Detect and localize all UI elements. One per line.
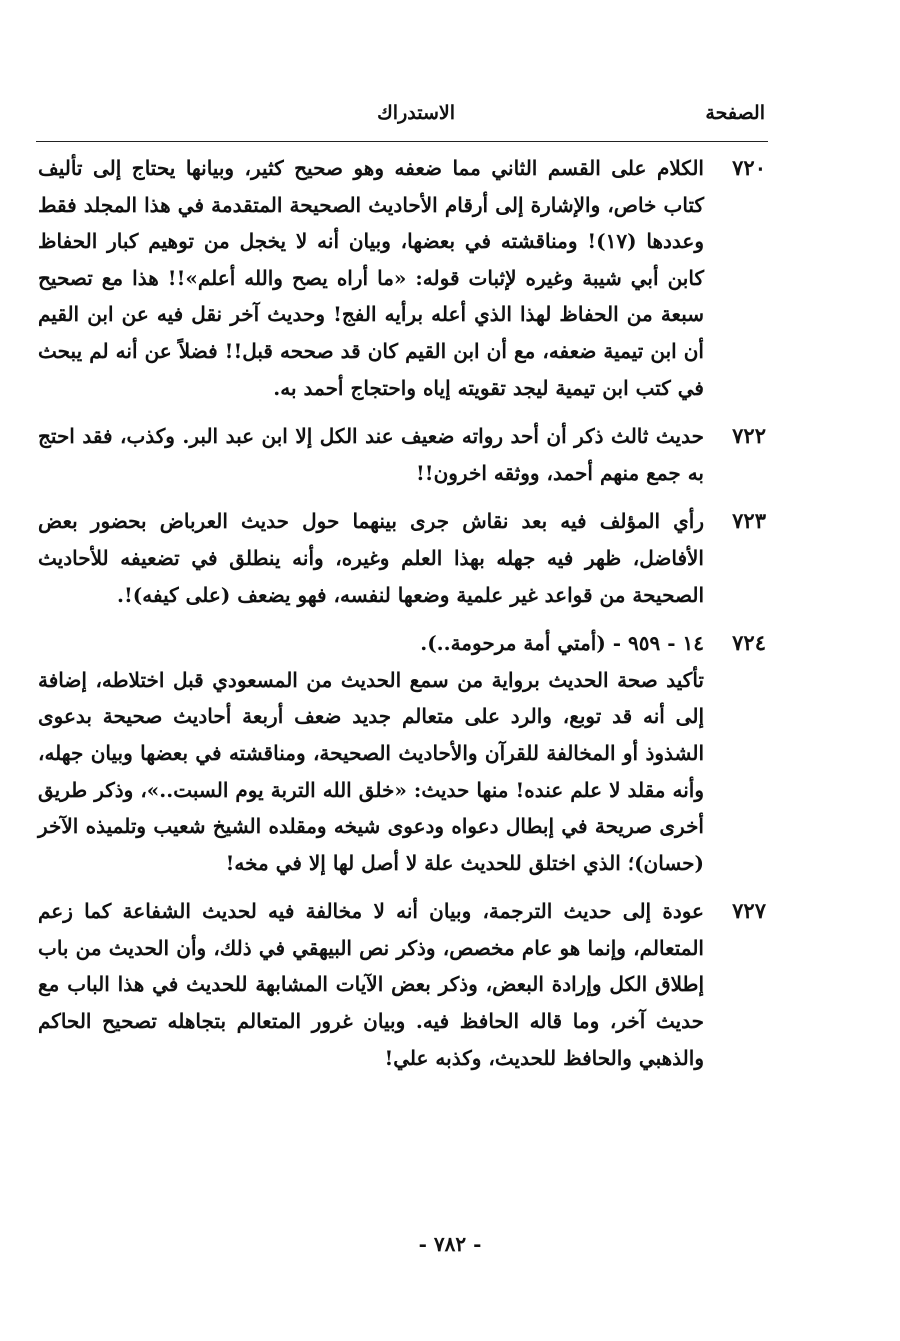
entry-page-number: ٧٢٧ — [732, 898, 766, 924]
entry-page-number: ٧٢٣ — [732, 508, 766, 534]
index-entry — [38, 150, 766, 406]
entry-text — [38, 418, 704, 491]
entry-text — [38, 893, 704, 1076]
page-column-label: الصفحة — [705, 102, 765, 124]
index-entry — [38, 418, 766, 491]
header-rule — [36, 141, 768, 142]
entry-paragraph: حديث ثالث ذكر أن أحد رواته ضعيف عند الكل إلا ابن عبد البر. وكذب، فقد احتج به جمع منهم أحمد، ووثقه اخرون!! — [38, 424, 704, 485]
entry-paragraph: عودة إلى حديث الترجمة، وبيان أنه لا مخالفة فيه لحديث الشفاعة كما زعم المتعالم، وإنما هو عام مخصص، وذكر نص البيهقي في ذلك، وأن الحديث من باب إطلاق الكل وإرادة البعض، وذكر بعض الآيات المشابهة للحديث في هذا الباب مع حديث آخر، وما قاله الحافظ فيه. وبيان غرور المتعالم بتجاهله تصحيح الحاكم والذهبي والحافظ للحديث، وكذبه علي! — [38, 899, 704, 1070]
entry-paragraph: رأي المؤلف فيه بعد نقاش جرى بينهما حول حديث العرباض بحضور بعض الأفاضل، ظهر فيه جهله بهذا العلم وغيره، وأنه ينطلق في تضعيفه للأحاديث الصحيحة من قواعد غير علمية وضعها لنفسه، فهو يضعف (على كيفه)!. — [38, 509, 704, 607]
entry-paragraph: تأكيد صحة الحديث برواية من سمع الحديث من المسعودي قبل اختلاطه، إضافة إلى أنه قد توبع، والرد على متعالم جديد ضعف أربعة أحاديث صحيحة بدعوى الشذوذ أو المخالفة للقرآن والأحاديث الصحيحة، ومناقشته في بعضها وبيان جهله، وأنه مقلد لا علم عنده! منها حديث: «خلق الله التربة يوم السبت..»، وذكر طريق أخرى صريحة في إبطال دعواه ودعوى شيخه ومقلده الشيخ شعيب وتلميذه الآخر (حسان)؛ الذي اختلق للحديث علة لا أصل لها إلا في مخه! — [38, 667, 704, 875]
entry-page-number: ٧٢٤ — [732, 630, 766, 656]
running-header — [40, 102, 765, 132]
index-entry — [38, 893, 766, 1076]
index-entry — [38, 503, 766, 613]
entry-text — [38, 150, 704, 406]
entry-paragraph: الكلام على القسم الثاني مما ضعفه وهو صحيح كثير، وبيانها يحتاج إلى تأليف كتاب خاص، والإشارة إلى أرقام الأحاديث الصحيحة المتقدمة في هذا المجلد فقط وعددها (١٧)! ومناقشته في بعضها، وبيان أنه لا يخجل من توهيم كبار الحفاظ كابن أبي شيبة وغيره لإثبات قوله: «ما أراه يصح والله أعلم»!! هذا مع تصحيح سبعة من الحفاظ لهذا الذي أعله برأيه الفج! وحديث آخر نقل فيه عن ابن القيم أن ابن تيمية ضعفه، مع أن ابن القيم كان قد صححه قبل!! فضلاً عن أنه لم يبحث في كتب ابن تيمية ليجد تقويته إياه واحتجاج أحمد به. — [38, 156, 704, 400]
entry-text — [38, 503, 704, 613]
section-title: الاستدراك — [377, 102, 455, 124]
entry-page-number: ٧٢٠ — [732, 155, 766, 180]
entry-page-number: ٧٢٢ — [732, 423, 766, 449]
index-entry — [38, 625, 766, 881]
index-entries — [38, 150, 766, 1088]
entry-hadith-reference: ١٤ - ٩٥٩ - (أمتي أمة مرحومة..). — [420, 631, 704, 656]
page-number-footer: - ٧٨٢ - — [418, 1232, 482, 1256]
entry-text — [38, 625, 704, 881]
